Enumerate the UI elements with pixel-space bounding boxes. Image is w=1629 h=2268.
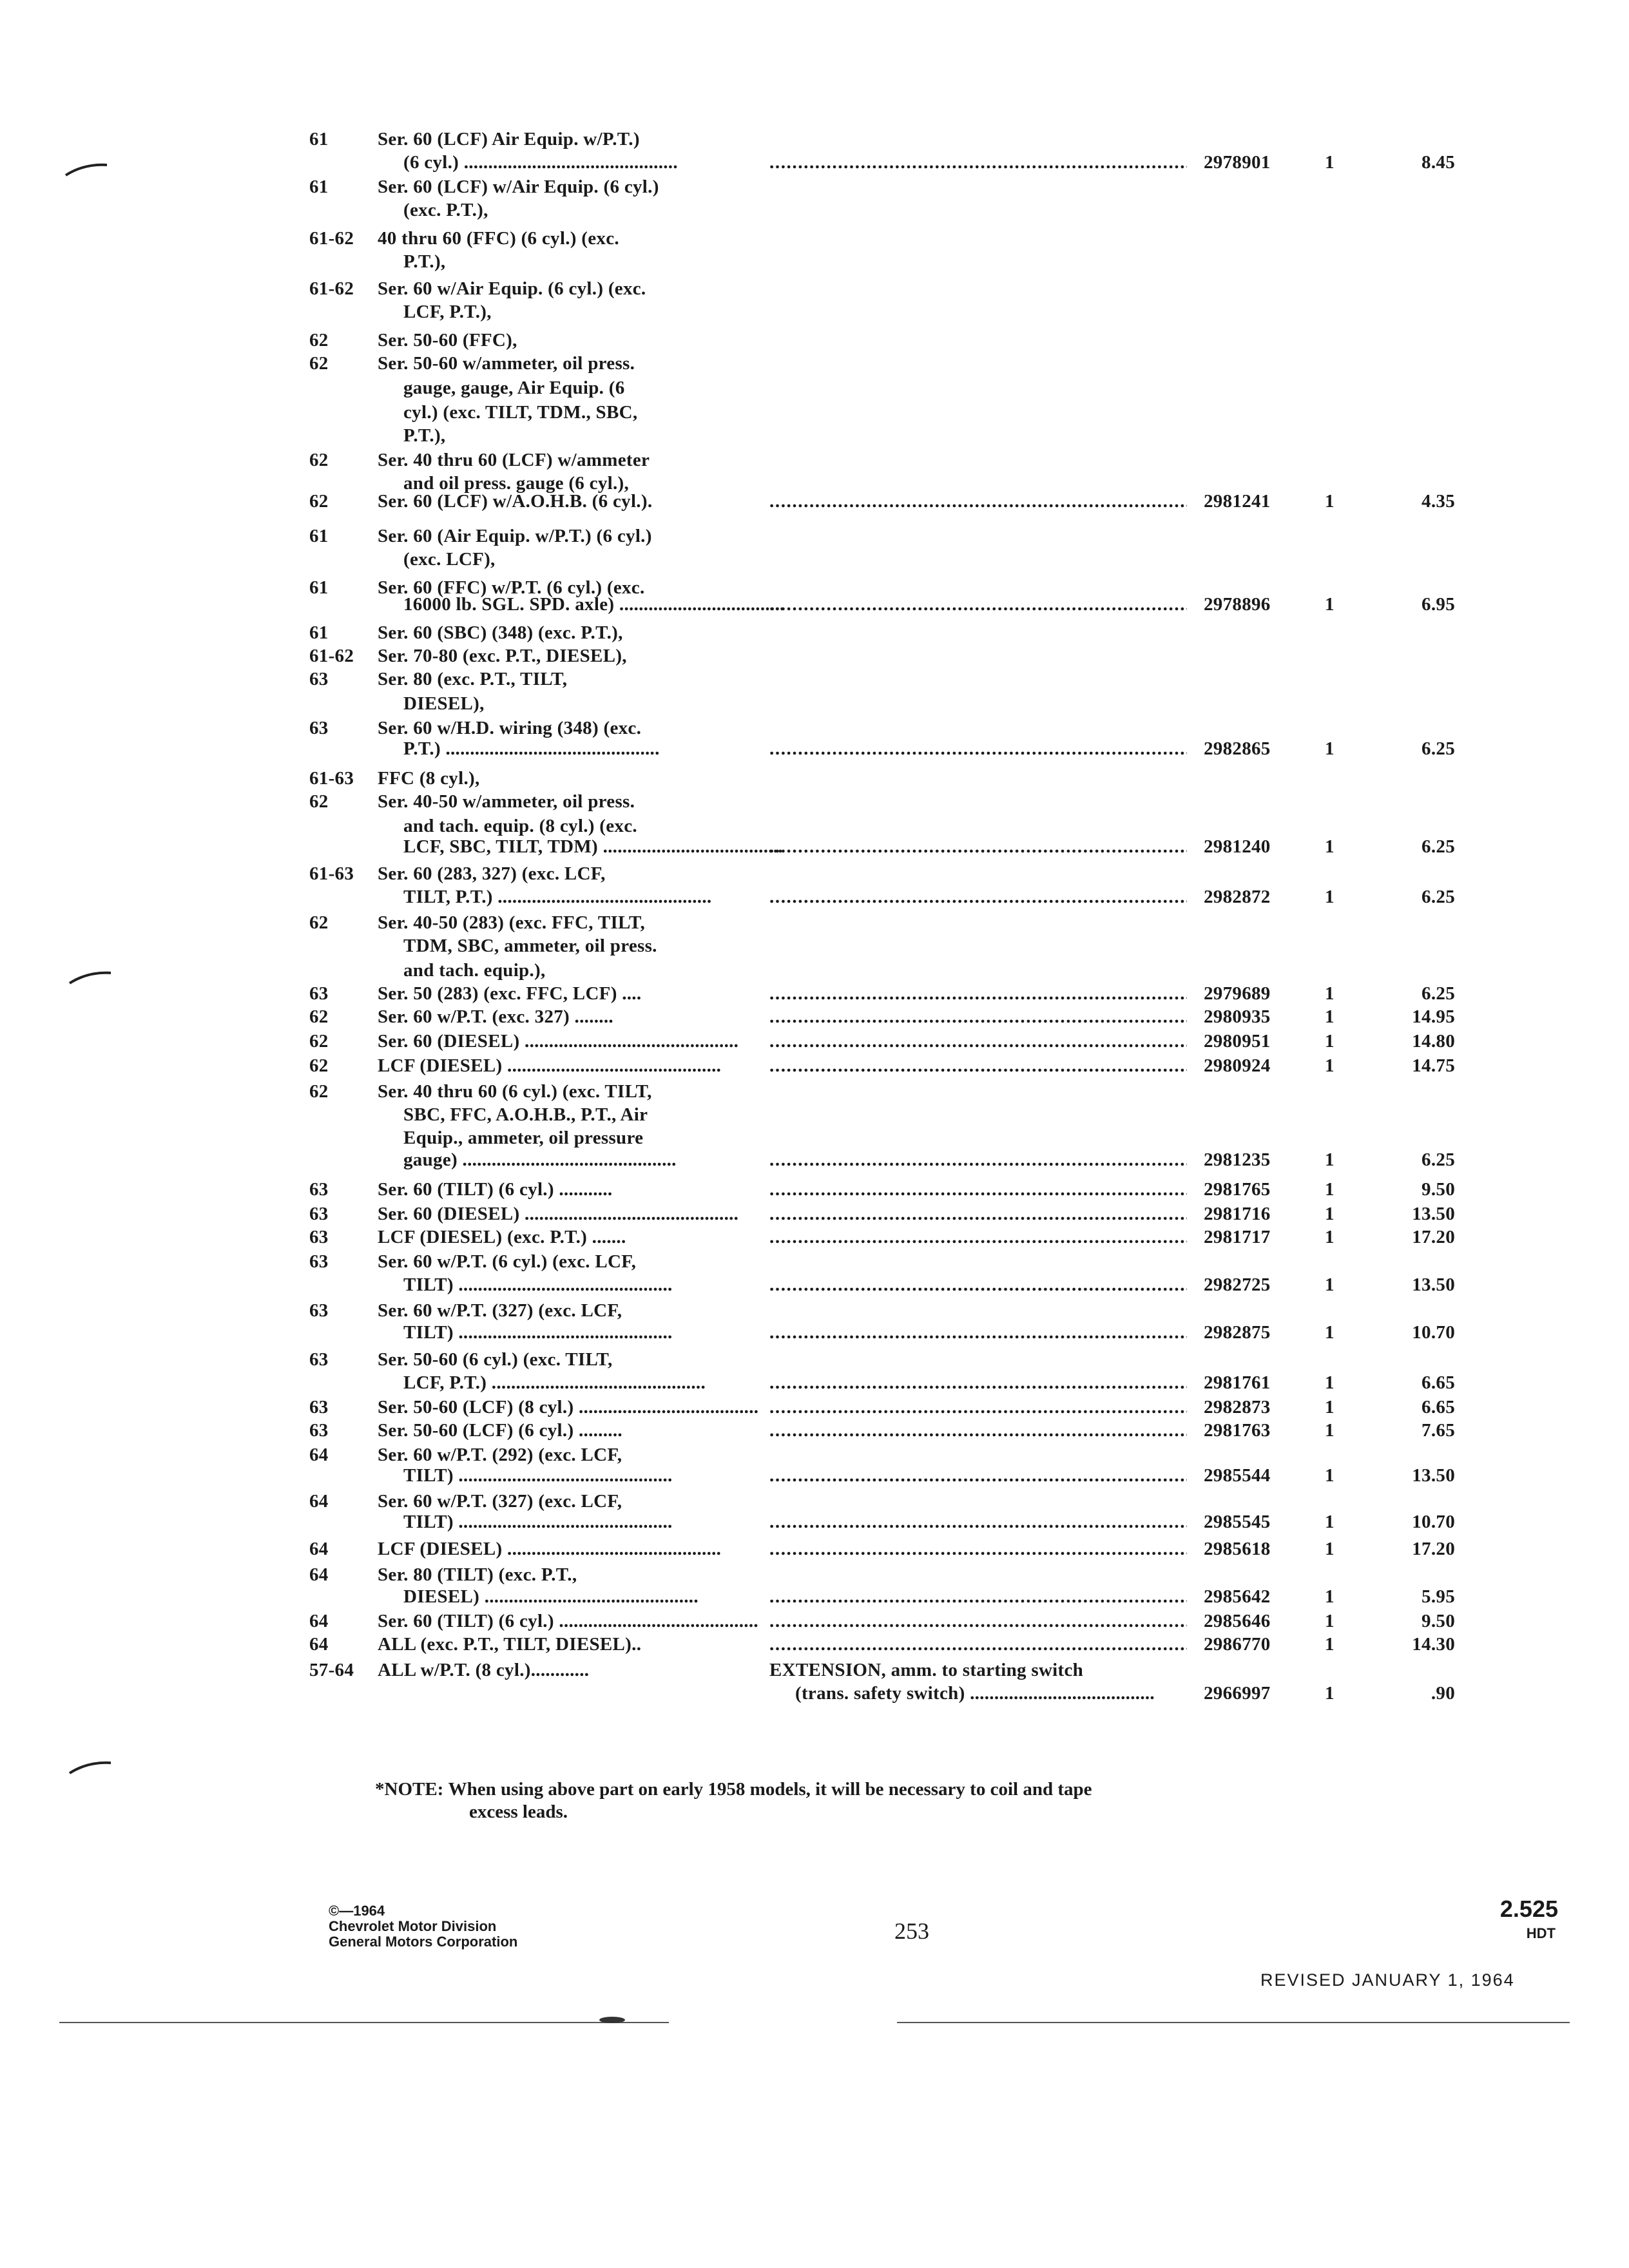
model-year: 62 — [309, 1031, 329, 1052]
parts-list-row — [0, 490, 1629, 513]
section-code: HDT — [1526, 1925, 1556, 1941]
model-year: 61 — [309, 177, 329, 197]
model-description: Ser. 50 (283) (exc. FFC, LCF) .... — [378, 983, 642, 1004]
model-description: Ser. 80 (TILT) (exc. P.T., — [378, 1564, 577, 1585]
section-number: 2.525 — [1499, 1896, 1558, 1922]
price: 4.35 — [1422, 491, 1455, 512]
parts-list-row — [0, 1464, 1629, 1487]
part-number: 2982873 — [1204, 1397, 1271, 1418]
dot-leader — [769, 1005, 1187, 1028]
part-number: 2981716 — [1204, 1204, 1271, 1224]
model-year: 62 — [309, 1055, 329, 1076]
binder-hole-mark — [68, 969, 113, 988]
parts-list-row — [0, 300, 1629, 323]
parts-list-row — [0, 1148, 1629, 1171]
part-name: (trans. safety switch) ..... — [795, 1682, 1188, 1705]
model-year: 62 — [309, 912, 329, 933]
quantity: 1 — [1325, 1372, 1335, 1393]
part-number: 2982865 — [1204, 738, 1271, 759]
binder-hole-mark — [64, 161, 110, 180]
dot-leader — [769, 1510, 1187, 1533]
model-year: 62 — [309, 791, 329, 812]
model-description: LCF, P.T.) ..... — [403, 1371, 784, 1394]
parts-list-row — [0, 982, 1629, 1005]
bottom-rule-right — [897, 2022, 1570, 2023]
parts-list-row — [0, 352, 1629, 375]
copyright-block — [329, 1903, 517, 1950]
quantity: 1 — [1325, 491, 1335, 512]
parts-list-row — [0, 1225, 1629, 1249]
part-number: 2981717 — [1204, 1227, 1271, 1247]
dot-leader — [769, 1419, 1187, 1442]
model-description: LCF, SBC, TILT, TDM) ..... — [403, 835, 784, 858]
quantity: 1 — [1325, 1512, 1335, 1532]
model-description: Ser. 50-60 (6 cyl.) (exc. TILT, — [378, 1349, 613, 1370]
price: 9.50 — [1422, 1179, 1455, 1200]
parts-list-row — [0, 227, 1629, 250]
model-description: gauge, gauge, Air Equip. (6 — [403, 378, 625, 398]
parts-list-row — [0, 1563, 1629, 1586]
dot-leader — [769, 1178, 1187, 1201]
part-number: 2981765 — [1204, 1179, 1271, 1200]
quantity: 1 — [1325, 1420, 1335, 1441]
model-year: 61 — [309, 577, 329, 598]
part-number: 2981761 — [1204, 1372, 1271, 1393]
quantity: 1 — [1325, 1179, 1335, 1200]
dot-leader — [769, 1585, 1187, 1608]
model-year: 62 — [309, 353, 329, 374]
model-description: TILT) ..... — [403, 1464, 784, 1487]
price: 6.65 — [1422, 1397, 1455, 1418]
parts-list-row — [0, 250, 1629, 273]
dot-leader — [769, 885, 1187, 908]
model-year: 61 — [309, 526, 329, 546]
parts-list-row — [0, 1321, 1629, 1344]
parts-list-row — [0, 1030, 1629, 1053]
quantity: 1 — [1325, 1683, 1335, 1704]
parts-list-row — [0, 644, 1629, 668]
page-number: 253 — [894, 1918, 929, 1944]
copyright-line: ©—1964 — [329, 1903, 385, 1919]
model-description: Ser. 60 (LCF) Air Equip. w/P.T.) — [378, 129, 640, 149]
price: 13.50 — [1412, 1204, 1455, 1224]
model-description: FFC (8 cyl.), — [378, 768, 480, 789]
parts-list-row — [0, 1080, 1629, 1103]
dot-leader — [769, 1202, 1187, 1225]
model-year: 64 — [309, 1634, 329, 1655]
price: 6.25 — [1422, 738, 1455, 759]
price: 7.65 — [1422, 1420, 1455, 1441]
part-number: 2986770 — [1204, 1634, 1271, 1655]
model-description: TILT) ..... — [403, 1321, 784, 1344]
binder-hole-mark — [68, 1759, 113, 1778]
model-description: Ser. 60 (LCF) w/A.O.H.B. (6 cyl.). — [378, 491, 653, 512]
parts-list-row — [0, 277, 1629, 300]
dot-leader — [769, 1610, 1187, 1633]
model-description: Ser. 60 w/P.T. (327) (exc. LCF, — [378, 1491, 622, 1512]
model-year: 62 — [309, 330, 329, 351]
model-description: LCF (DIESEL) ..... — [378, 1537, 758, 1561]
model-description: and oil press. gauge (6 cyl.), — [403, 473, 630, 494]
parts-list-row — [0, 1510, 1629, 1533]
parts-list-row — [0, 1658, 1629, 1682]
dot-leader — [769, 1321, 1187, 1344]
parts-list-row — [0, 1126, 1629, 1149]
price: 5.95 — [1422, 1586, 1455, 1607]
parts-list-row — [0, 1299, 1629, 1322]
part-number: 2966997 — [1204, 1683, 1271, 1704]
model-description: P.T.), — [403, 251, 446, 272]
part-number: 2985544 — [1204, 1465, 1271, 1486]
model-description: LCF, P.T.), — [403, 302, 492, 322]
dot-leader — [769, 1030, 1187, 1053]
model-year: 61-62 — [309, 278, 354, 299]
model-description: LCF (DIESEL) (exc. P.T.) ....... — [378, 1227, 626, 1247]
price: 14.75 — [1412, 1055, 1455, 1076]
model-description: P.T.) ..... — [403, 737, 784, 760]
model-year: 61-63 — [309, 768, 354, 789]
parts-list-row — [0, 1585, 1629, 1608]
part-number: 2979689 — [1204, 983, 1271, 1004]
price: 10.70 — [1412, 1512, 1455, 1532]
parts-list-row — [0, 1537, 1629, 1561]
parts-list-row — [0, 151, 1629, 174]
part-number: 2982725 — [1204, 1274, 1271, 1295]
price: 13.50 — [1412, 1274, 1455, 1295]
price: 13.50 — [1412, 1465, 1455, 1486]
dot-leader — [769, 1464, 1187, 1487]
model-year: 64 — [309, 1611, 329, 1631]
model-description: TILT) ..... — [403, 1510, 784, 1533]
quantity: 1 — [1325, 1274, 1335, 1295]
model-description: Ser. 60 (TILT) (6 cyl.) ..... — [378, 1610, 758, 1633]
parts-list-row — [0, 621, 1629, 644]
parts-list-row — [0, 329, 1629, 352]
part-number: 2980951 — [1204, 1031, 1271, 1052]
parts-list-row — [0, 128, 1629, 151]
model-description: SBC, FFC, A.O.H.B., P.T., Air — [403, 1104, 648, 1125]
part-number: 2982875 — [1204, 1322, 1271, 1343]
model-description: (6 cyl.) ..... — [403, 151, 784, 174]
model-year: 64 — [309, 1445, 329, 1465]
parts-list-row — [0, 175, 1629, 198]
model-year: 62 — [309, 1006, 329, 1027]
quantity: 1 — [1325, 983, 1335, 1004]
model-description: Ser. 40 thru 60 (6 cyl.) (exc. TILT, — [378, 1081, 652, 1102]
model-description: Ser. 60 w/P.T. (6 cyl.) (exc. LCF, — [378, 1251, 637, 1272]
parts-list-row — [0, 668, 1629, 691]
quantity: 1 — [1325, 152, 1335, 173]
parts-list-row — [0, 1202, 1629, 1225]
quantity: 1 — [1325, 1586, 1335, 1607]
dot-leader — [769, 593, 1187, 616]
model-year: 61 — [309, 129, 329, 149]
model-description: Ser. 60 (TILT) (6 cyl.) ........... — [378, 1179, 613, 1200]
model-description: Ser. 60 (DIESEL) ..... — [378, 1202, 758, 1225]
model-year: 62 — [309, 450, 329, 470]
model-description: Ser. 40 thru 60 (LCF) w/ammeter — [378, 450, 650, 470]
model-description: Ser. 60 w/P.T. (292) (exc. LCF, — [378, 1445, 622, 1465]
model-description: ALL w/P.T. (8 cyl.)............ — [378, 1660, 590, 1680]
model-year: 61-63 — [309, 863, 354, 884]
quantity: 1 — [1325, 1539, 1335, 1559]
parts-list-row — [0, 692, 1629, 715]
parts-list-row — [0, 1633, 1629, 1656]
dot-leader — [769, 1371, 1187, 1394]
model-description: Ser. 60 w/Air Equip. (6 cyl.) (exc. — [378, 278, 646, 299]
parts-list-row — [0, 934, 1629, 957]
model-description: DIESEL) ..... — [403, 1585, 784, 1608]
model-description: Ser. 80 (exc. P.T., TILT, — [378, 669, 568, 689]
parts-list-row — [0, 716, 1629, 740]
price: 9.50 — [1422, 1611, 1455, 1631]
quantity: 1 — [1325, 1031, 1335, 1052]
part-number: 2980935 — [1204, 1006, 1271, 1027]
parts-list-row — [0, 814, 1629, 838]
model-year: 63 — [309, 983, 329, 1004]
parts-list-row — [0, 376, 1629, 399]
part-number: 2985618 — [1204, 1539, 1271, 1559]
model-description: Ser. 60 (Air Equip. w/P.T.) (6 cyl.) — [378, 526, 652, 546]
model-year: 63 — [309, 1179, 329, 1200]
price: .90 — [1431, 1683, 1455, 1704]
parts-list-row — [0, 1610, 1629, 1633]
footnote-text: When using above part on early 1958 models, it will be necessary to coil and tape — [448, 1779, 1092, 1800]
price: 10.70 — [1412, 1322, 1455, 1343]
model-description: Ser. 60 (DIESEL) ..... — [378, 1030, 758, 1053]
part-number: 2978896 — [1204, 594, 1271, 615]
price: 14.95 — [1412, 1006, 1455, 1027]
parts-list-row — [0, 835, 1629, 858]
parts-list-row — [0, 1005, 1629, 1028]
parts-list-row — [0, 1490, 1629, 1513]
model-description: DIESEL), — [403, 693, 485, 714]
parts-list-row — [0, 424, 1629, 447]
model-description: ALL (exc. P.T., TILT, DIESEL).. — [378, 1634, 642, 1655]
model-description: gauge) ..... — [403, 1148, 784, 1171]
parts-list-row — [0, 593, 1629, 616]
dot-leader — [769, 1225, 1187, 1249]
parts-list-row — [0, 790, 1629, 813]
model-description: cyl.) (exc. TILT, TDM., SBC, — [403, 402, 638, 423]
footnote-continuation: excess leads. — [469, 1802, 568, 1822]
model-description: Ser. 60 w/P.T. (327) (exc. LCF, — [378, 1300, 622, 1321]
quantity: 1 — [1325, 1465, 1335, 1486]
model-description: Ser. 60 (SBC) (348) (exc. P.T.), — [378, 622, 623, 643]
model-description: P.T.), — [403, 425, 446, 446]
dot-leader — [769, 835, 1187, 858]
parts-list-row — [0, 1273, 1629, 1296]
quantity: 1 — [1325, 836, 1335, 857]
parts-list-row — [0, 1250, 1629, 1273]
model-description: TILT, P.T.) ..... — [403, 885, 784, 908]
price: 6.95 — [1422, 594, 1455, 615]
parts-list-row — [0, 767, 1629, 790]
model-year: 64 — [309, 1491, 329, 1512]
footnote-label: *NOTE: — [375, 1779, 444, 1800]
part-number: 2985646 — [1204, 1611, 1271, 1631]
model-description: 40 thru 60 (FFC) (6 cyl.) (exc. — [378, 228, 619, 249]
part-number: 2982872 — [1204, 887, 1271, 907]
price: 14.80 — [1412, 1031, 1455, 1052]
part-number: 2981241 — [1204, 491, 1271, 512]
price: 6.25 — [1422, 887, 1455, 907]
dot-leader — [769, 490, 1187, 513]
revision-date: REVISED JANUARY 1, 1964 — [1260, 1970, 1515, 1990]
model-description: Equip., ammeter, oil pressure — [403, 1128, 644, 1148]
model-year: 63 — [309, 1349, 329, 1370]
quantity: 1 — [1325, 1227, 1335, 1247]
parts-list-row — [0, 524, 1629, 548]
quantity: 1 — [1325, 1149, 1335, 1170]
parts-list-row — [0, 1682, 1629, 1705]
parts-list-row — [0, 1178, 1629, 1201]
quantity: 1 — [1325, 738, 1335, 759]
model-year: 61-62 — [309, 228, 354, 249]
model-year: 64 — [309, 1539, 329, 1559]
model-description: Ser. 60 (LCF) w/Air Equip. (6 cyl.) — [378, 177, 659, 197]
model-description: and tach. equip. (8 cyl.) (exc. — [403, 816, 637, 836]
part-number: 2981763 — [1204, 1420, 1271, 1441]
parts-list-row — [0, 885, 1629, 908]
model-description: Ser. 50-60 (LCF) (6 cyl.) ......... — [378, 1420, 622, 1441]
model-description: Ser. 40-50 (283) (exc. FFC, TILT, — [378, 912, 646, 933]
model-description: LCF (DIESEL) ..... — [378, 1054, 758, 1077]
price: 17.20 — [1412, 1227, 1455, 1247]
model-description: and tach. equip.), — [403, 960, 546, 981]
model-year: 62 — [309, 491, 329, 512]
price: 14.30 — [1412, 1634, 1455, 1655]
part-number: 2985545 — [1204, 1512, 1271, 1532]
dot-leader — [769, 151, 1187, 174]
model-description: Ser. 60 w/P.T. (exc. 327) ........ — [378, 1006, 613, 1027]
dot-leader — [769, 1633, 1187, 1656]
model-description: TILT) ..... — [403, 1273, 784, 1296]
parts-list-row — [0, 1054, 1629, 1077]
copyright-line: Chevrolet Motor Division — [329, 1918, 497, 1934]
price: 6.65 — [1422, 1372, 1455, 1393]
model-year: 64 — [309, 1564, 329, 1585]
parts-list-row — [0, 1419, 1629, 1442]
model-year: 63 — [309, 1251, 329, 1272]
part-number: 2981235 — [1204, 1149, 1271, 1170]
quantity: 1 — [1325, 1322, 1335, 1343]
quantity: 1 — [1325, 1634, 1335, 1655]
part-number: 2985642 — [1204, 1586, 1271, 1607]
part-name: EXTENSION, amm. to starting switch — [769, 1660, 1084, 1680]
model-description: Ser. 70-80 (exc. P.T., DIESEL), — [378, 646, 627, 666]
parts-list-row — [0, 737, 1629, 760]
model-year: 63 — [309, 1420, 329, 1441]
model-description: Ser. 60 (FFC) w/P.T. (6 cyl.) (exc. — [378, 577, 645, 598]
copyright-line: General Motors Corporation — [329, 1934, 518, 1950]
model-description: (exc. LCF), — [403, 549, 496, 570]
dot-leader — [769, 1537, 1187, 1561]
parts-list-row — [0, 911, 1629, 934]
price: 6.25 — [1422, 1149, 1455, 1170]
parts-list-row — [0, 548, 1629, 571]
model-description: Ser. 60 (283, 327) (exc. LCF, — [378, 863, 606, 884]
dot-leader — [769, 982, 1187, 1005]
quantity: 1 — [1325, 594, 1335, 615]
dot-leader — [769, 1273, 1187, 1296]
model-year: 63 — [309, 1227, 329, 1247]
quantity: 1 — [1325, 1055, 1335, 1076]
model-year: 63 — [309, 1397, 329, 1418]
dot-leader — [769, 1148, 1187, 1171]
quantity: 1 — [1325, 1204, 1335, 1224]
model-description: Ser. 60 w/H.D. wiring (348) (exc. — [378, 718, 642, 738]
parts-list-row — [0, 1371, 1629, 1394]
parts-list-row — [0, 959, 1629, 982]
parts-list-row — [0, 1103, 1629, 1126]
model-description: Ser. 40-50 w/ammeter, oil press. — [378, 791, 635, 812]
model-year: 61 — [309, 622, 329, 643]
model-description: TDM, SBC, ammeter, oil press. — [403, 936, 657, 956]
part-number: 2981240 — [1204, 836, 1271, 857]
model-description: Ser. 50-60 (FFC), — [378, 330, 517, 351]
model-description: 16000 lb. SGL. SPD. axle) ..... — [403, 593, 784, 616]
price: 6.25 — [1422, 983, 1455, 1004]
quantity: 1 — [1325, 1611, 1335, 1631]
quantity: 1 — [1325, 1006, 1335, 1027]
model-year: 63 — [309, 718, 329, 738]
model-description: Ser. 50-60 w/ammeter, oil press. — [378, 353, 635, 374]
model-year: 62 — [309, 1081, 329, 1102]
parts-list-row — [0, 448, 1629, 472]
parts-list-row — [0, 1348, 1629, 1371]
model-description: Ser. 50-60 (LCF) (8 cyl.) ..... — [378, 1396, 758, 1419]
scan-mark — [599, 2017, 625, 2023]
model-year: 63 — [309, 1300, 329, 1321]
parts-list-row — [0, 1443, 1629, 1466]
quantity: 1 — [1325, 1397, 1335, 1418]
model-year: 63 — [309, 1204, 329, 1224]
price: 17.20 — [1412, 1539, 1455, 1559]
footnote — [375, 1777, 1092, 1802]
quantity: 1 — [1325, 887, 1335, 907]
model-year: 61-62 — [309, 646, 354, 666]
price: 6.25 — [1422, 836, 1455, 857]
dot-leader — [769, 737, 1187, 760]
model-year: 57-64 — [309, 1660, 354, 1680]
price: 8.45 — [1422, 152, 1455, 173]
model-year: 63 — [309, 669, 329, 689]
dot-leader — [769, 1396, 1187, 1419]
parts-list-row — [0, 401, 1629, 424]
part-number: 2978901 — [1204, 152, 1271, 173]
model-description: (exc. P.T.), — [403, 200, 488, 220]
bottom-rule-left — [59, 2022, 669, 2023]
dot-leader — [769, 1054, 1187, 1077]
parts-list-row — [0, 862, 1629, 885]
parts-list-row — [0, 198, 1629, 222]
parts-list-row — [0, 1396, 1629, 1419]
part-number: 2980924 — [1204, 1055, 1271, 1076]
